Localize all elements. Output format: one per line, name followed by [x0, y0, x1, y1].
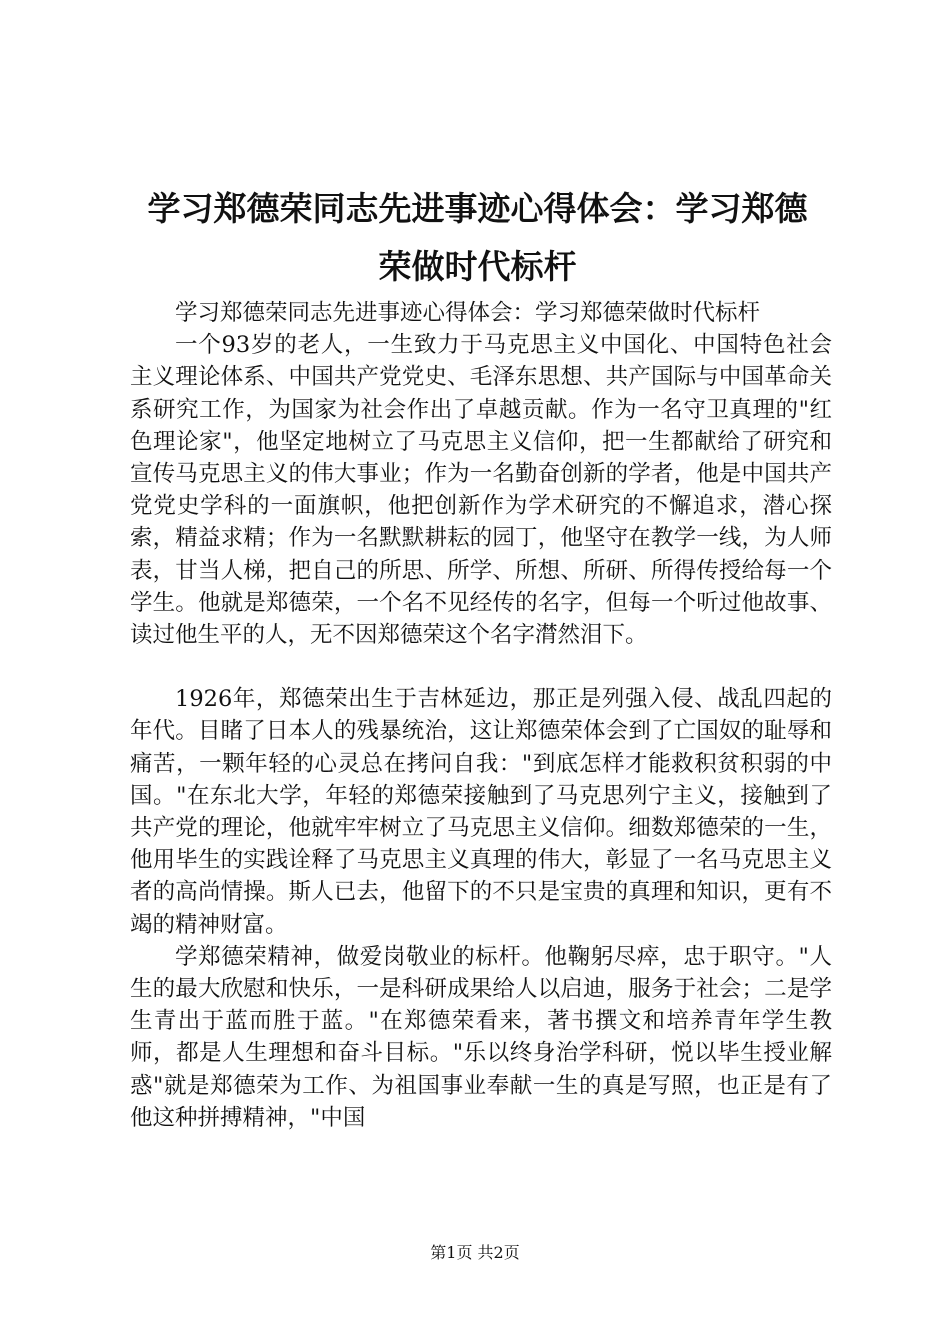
paragraph-subtitle: 学习郑德荣同志先进事迹心得体会：学习郑德荣做时代标杆 — [175, 300, 761, 326]
paragraph-intro: 一个93岁的老人，一生致力于马克思主义中国化、中国特色社会主义理论体系、中国共产党党史、毛泽东思想、共产国际与中国革命关系研究工作，为国家为社会作出了卓越贡献。作为一名守卫真理的"红色理论家"，他坚定地树立了马克思主义信仰，把一生都献给了研究和宣传马克思主义的伟大事业；作为一名勤奋创新的学者，他是中国共产党党史学科的一面旗帜，他把创新作为学术研究的不懈追求，潜心探索，精益求精；作为一名默默耕耘的园丁，他坚守在教学一线，为人师表，甘当人梯，把自己的所思、所学、所想、所研、所得传授给每一个学生。他就是郑德荣，一个名不见经传的名字，但每一个听过他故事、读过他生平的人，无不因郑德荣这个名字潸然泪下。 — [130, 332, 832, 649]
paragraph-biography: 1926年，郑德荣出生于吉林延边，那正是列强入侵、战乱四起的年代。目睹了日本人的残暴统治，这让郑德荣体会到了亡国奴的耻辱和痛苦，一颗年轻的心灵总在拷问自我："到底怎样才能救积贫积弱的中国。"在东北大学，年轻的郑德荣接触到了马克思列宁主义，接触到了共产党的理论，他就牢牢树立了马克思主义信仰。细数郑德荣的一生，他用毕生的实践诠释了马克思主义真理的伟大，彰显了一名马克思主义者的高尚情操。斯人已去，他留下的不只是宝贵的真理和知识，更有不竭的精神财富。 — [130, 686, 832, 938]
title-line-2: 荣做时代标杆 — [378, 247, 577, 286]
document-title — [120, 180, 835, 296]
document-body — [130, 297, 832, 1134]
title-line-1: 学习郑德荣同志先进事迹心得体会：学习郑德 — [147, 189, 808, 228]
page-footer: 第1页 共2页 — [430, 1243, 520, 1262]
paragraph-dedication: 学郑德荣精神，做爱岗敬业的标杆。他鞠躬尽瘁，忠于职守。"人生的最大欣慰和快乐，一是科研成果给人以启迪，服务于社会；二是学生青出于蓝而胜于蓝。"在郑德荣看来，著书撰文和培养青年学生教师，都是人生理想和奋斗目标。"乐以终身治学科研，悦以毕生授业解惑"就是郑德荣为工作、为祖国事业奉献一生的真是写照，也正是有了他这种拼搏精神，"中国 — [130, 943, 832, 1131]
